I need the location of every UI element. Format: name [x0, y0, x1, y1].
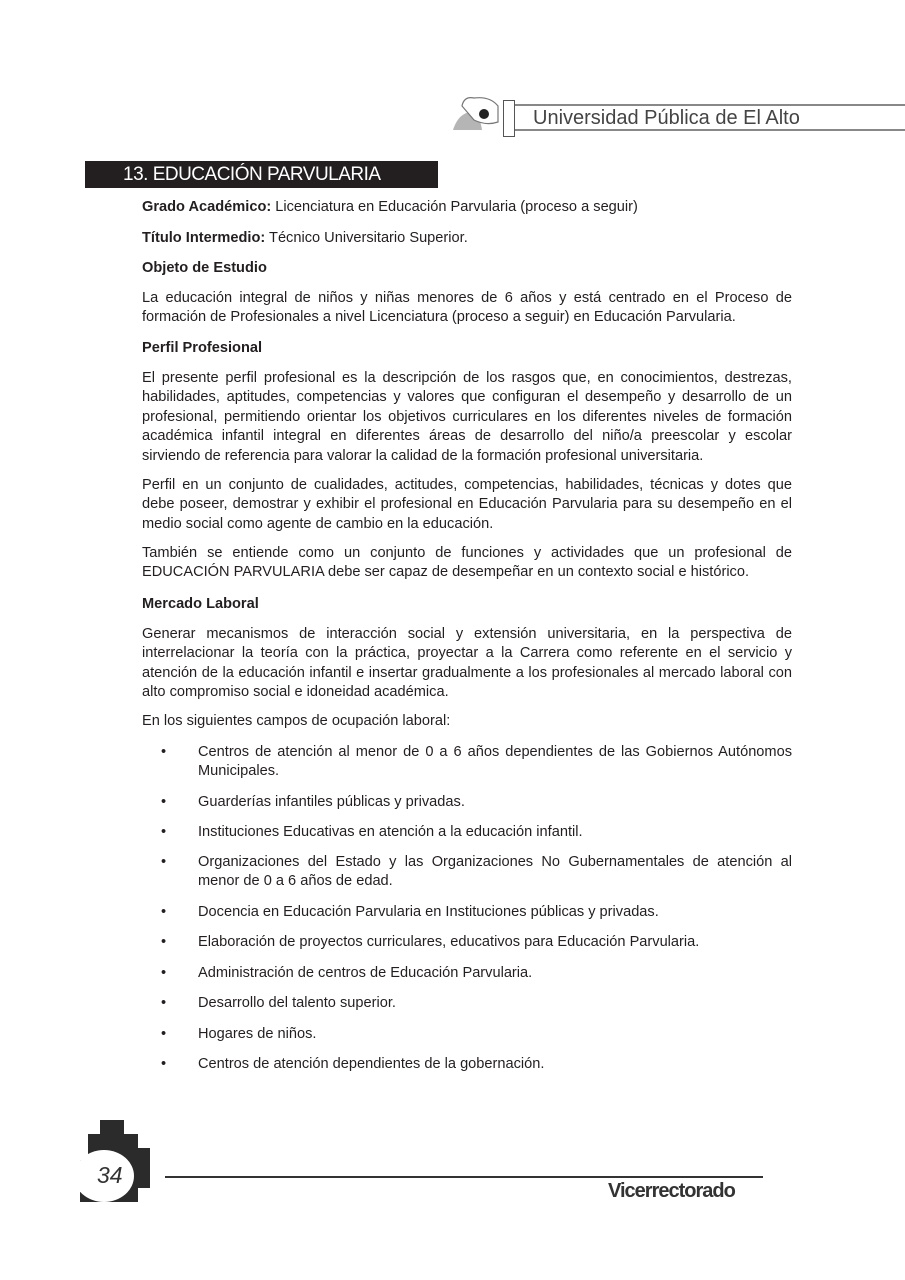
grado-academico [142, 198, 792, 217]
list-item [142, 964, 792, 983]
mercado-heading: Mercado Laboral [142, 596, 259, 612]
section-title: 13. EDUCACIÓN PARVULARIA [85, 161, 438, 188]
bullet: • [161, 744, 167, 760]
item-text: Centros de atención dependientes de la gobernación. [198, 1056, 545, 1072]
bullet: • [161, 904, 167, 920]
bullet: • [161, 794, 167, 810]
header-rule-top [515, 104, 905, 106]
item-text: Hogares de niños. [198, 1026, 317, 1042]
item-text: Desarrollo del talento superior. [198, 995, 396, 1011]
header-box-icon [503, 100, 515, 137]
list-item [142, 994, 792, 1013]
objeto-heading: Objeto de Estudio [142, 260, 267, 276]
list-item [142, 743, 792, 782]
page-number: 34 [97, 1162, 123, 1188]
perfil-paragraph: También se entiende como un conjunto de funciones y actividades que un profesional de EDUCACIÓN PARVULARIA debe ser capaz de desempeñar en un contexto social e histórico. [142, 545, 792, 581]
bullet: • [161, 965, 167, 981]
item-text: Elaboración de proyectos curriculares, educativos para Educación Parvularia. [198, 934, 700, 950]
item-text: Guarderías infantiles públicas y privadas. [198, 794, 465, 810]
bullet: • [161, 1056, 167, 1072]
item-text: Administración de centros de Educación Parvularia. [198, 965, 533, 981]
list-item [142, 933, 792, 952]
mercado-intro: En los siguientes campos de ocupación laboral: [142, 713, 451, 729]
item-text: Organizaciones del Estado y las Organizaciones No Gubernamentales de atención al menor de 0 a 6 años de edad. [198, 854, 792, 890]
label: Título Intermedio: [142, 230, 266, 246]
university-logo-icon [450, 92, 500, 132]
list-item [142, 853, 792, 892]
item-text: Centros de atención al menor de 0 a 6 años dependientes de las Gobiernos Autónomos Municipales. [198, 744, 792, 780]
perfil-heading: Perfil Profesional [142, 340, 263, 356]
list-item [142, 823, 792, 842]
vicerrectorado-logo: Vicerrectorado [608, 1180, 735, 1202]
header-university-name: Universidad Pública de El Alto [533, 107, 800, 129]
mercado-text: Generar mecanismos de interacción social y extensión universitaria, en la perspectiva de interrelacionar la teoría con la práctica, proyectar a la Carrera como referente en el servicio y atención de la educación infantil e insertar gradualmente a los profesionales al mercado laboral con alto compromiso social e idoneidad académica. [142, 626, 792, 701]
value: Licenciatura en Educación Parvularia (proceso a seguir) [271, 199, 638, 215]
list-item [142, 903, 792, 922]
item-text: Instituciones Educativas en atención a la educación infantil. [198, 824, 583, 840]
page-number-emblem-icon [80, 1120, 166, 1202]
list-item [142, 1055, 792, 1074]
list-item [142, 793, 792, 812]
objeto-text: La educación integral de niños y niñas menores de 6 años y está centrado en el Proceso de formación de Profesionales a nivel Licenciatura (proceso a seguir) en Educación Parvularia. [142, 290, 792, 326]
footer-rule [165, 1176, 763, 1178]
list-item [142, 1025, 792, 1044]
label: Grado Académico: [142, 199, 272, 215]
bullet: • [161, 995, 167, 1011]
titulo-intermedio [142, 229, 792, 248]
item-text: Docencia en Educación Parvularia en Instituciones públicas y privadas. [198, 904, 659, 920]
bullet: • [161, 854, 167, 870]
bullet: • [161, 1026, 167, 1042]
value: Técnico Universitario Superior. [265, 230, 468, 246]
bullet: • [161, 934, 167, 950]
perfil-paragraph: Perfil en un conjunto de cualidades, actitudes, competencias, habilidades, técnicas y dotes que debe poseer, demostrar y exhibir el profesional en Educación Parvularia para su desempeño en el medio social como agente de cambio en la educación. [142, 477, 792, 532]
bullet: • [161, 824, 167, 840]
perfil-paragraph: El presente perfil profesional es la descripción de los rasgos que, en conocimientos, destrezas, habilidades, aptitudes, competencias y valores que configuran el desempeño y desarrollo de un profesional, permitiendo orientar los objetivos curriculares en los diferentes niveles de formación académica infantil integral en diferentes áreas de desarrollo del niño/a preescolar y escolar sirviendo de referencia para valorar la calidad de la formación profesional universitaria. [142, 370, 792, 464]
